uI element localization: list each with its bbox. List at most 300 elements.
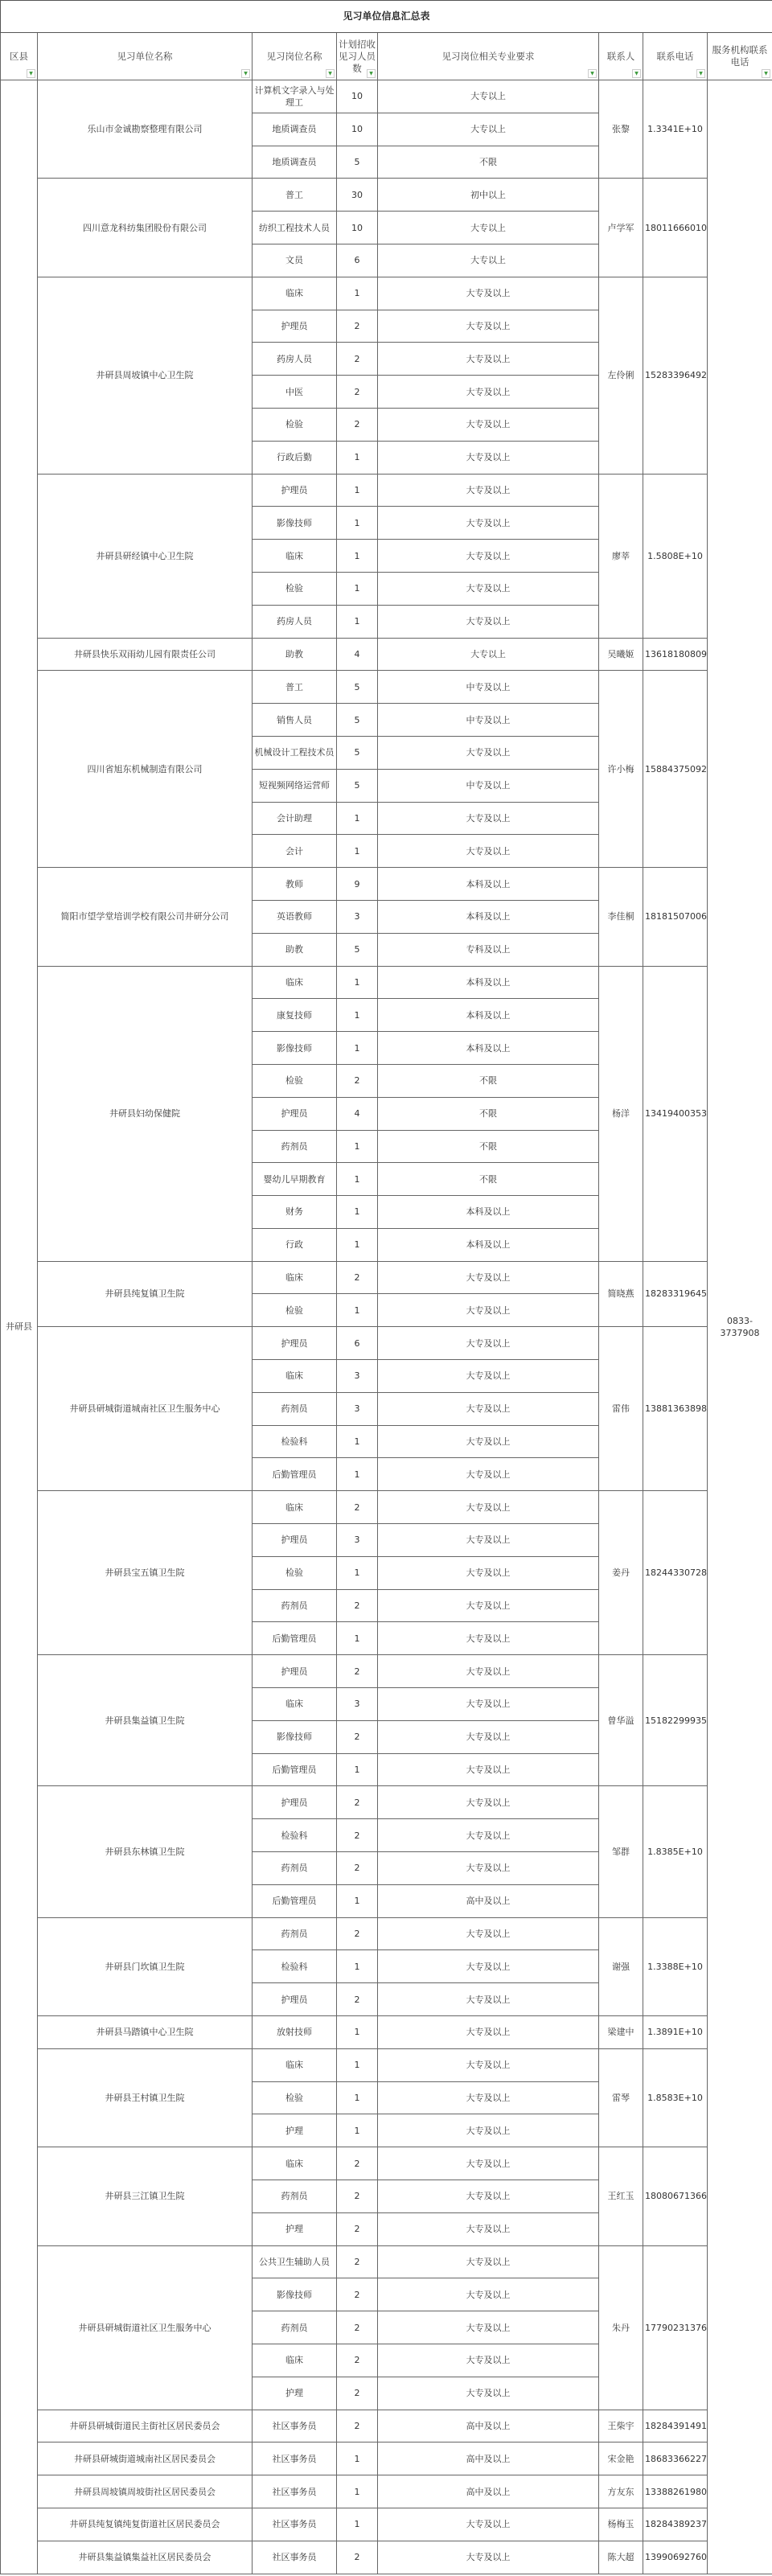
district-cell: 井研县 [1,80,38,2574]
headcount-cell: 1 [337,2475,378,2508]
requirement-cell: 本科及以上 [378,1228,599,1261]
contact-cell: 邹群 [599,1786,643,1917]
headcount-cell: 5 [337,146,378,179]
headcount-cell: 3 [337,1524,378,1557]
position-name-cell: 检验科 [253,1819,337,1852]
position-name-cell: 药剂员 [253,1917,337,1950]
requirement-cell: 大专及以上 [378,1983,599,2016]
position-name-cell: 行政 [253,1228,337,1261]
position-name-cell: 护理员 [253,1786,337,1819]
requirement-cell: 大专及以上 [378,507,599,540]
position-name-cell: 短视频网络运营师 [253,769,337,802]
headcount-cell: 10 [337,80,378,113]
headcount-cell: 1 [337,999,378,1032]
requirement-cell: 大专及以上 [378,2541,599,2574]
unit-name-cell: 井研县研城街道社区卫生服务中心 [38,2245,253,2410]
headcount-cell: 3 [337,1392,378,1425]
phone-cell: 1.3341E+10 [643,80,708,179]
requirement-cell: 专科及以上 [378,933,599,966]
position-name-cell: 临床 [253,1491,337,1524]
contact-cell: 卢学军 [599,179,643,277]
table-row [1,2410,772,2442]
headcount-cell: 5 [337,933,378,966]
position-name-cell: 药剂员 [253,1392,337,1425]
phone-cell: 18683366227 [643,2442,708,2475]
position-name-cell: 临床 [253,277,337,310]
headcount-cell: 2 [337,2344,378,2377]
filter-dropdown-icon[interactable]: ▼ [588,69,597,78]
requirement-cell: 大专及以上 [378,572,599,605]
position-name-cell: 检验科 [253,1950,337,1983]
headcount-cell: 1 [337,1950,378,1983]
requirement-cell: 大专及以上 [378,1458,599,1491]
filter-dropdown-icon[interactable]: ▼ [367,69,376,78]
position-name-cell: 后勤管理员 [253,1884,337,1917]
phone-cell: 18284391491 [643,2410,708,2442]
position-name-cell: 临床 [253,1360,337,1393]
column-header-requirement [378,33,599,80]
unit-name-cell: 井研县研城街道民主街社区居民委员会 [38,2410,253,2442]
headcount-cell: 1 [337,2442,378,2475]
filter-dropdown-icon[interactable]: ▼ [696,69,705,78]
headcount-cell: 2 [337,1720,378,1753]
requirement-cell: 大专及以上 [378,1917,599,1950]
headcount-cell: 1 [337,1622,378,1655]
headcount-cell: 1 [337,2508,378,2541]
column-header-label: 见习单位名称 [117,50,173,62]
contact-cell: 张黎 [599,80,643,179]
requirement-cell: 大专及以上 [378,2344,599,2377]
phone-cell: 1.3388E+10 [643,1917,708,2015]
headcount-cell: 1 [337,2016,378,2049]
column-header-label: 计划招收见习人员数 [339,38,376,74]
position-name-cell: 后勤管理员 [253,1458,337,1491]
filter-dropdown-icon[interactable]: ▼ [632,69,641,78]
unit-name-cell: 井研县研城街道城南社区卫生服务中心 [38,1327,253,1491]
table-row [1,2016,772,2049]
unit-name-cell: 井研县妇幼保健院 [38,966,253,1261]
position-name-cell: 护理 [253,2377,337,2410]
table-row [1,1786,772,1819]
contact-cell: 李佳桐 [599,868,643,966]
position-name-cell: 财务 [253,1196,337,1229]
phone-cell: 18244330728 [643,1491,708,1655]
position-name-cell: 普工 [253,179,337,212]
requirement-cell: 大专以上 [378,80,599,113]
phone-cell: 13419400353 [643,966,708,1261]
column-header-service-phone [708,33,772,80]
unit-name-cell: 井研县马踏镇中心卫生院 [38,2016,253,2049]
headcount-cell: 1 [337,2081,378,2114]
headcount-cell: 2 [337,2212,378,2245]
requirement-cell: 大专及以上 [378,802,599,835]
position-name-cell: 药剂员 [253,2180,337,2213]
phone-cell: 1.3891E+10 [643,2016,708,2049]
column-header-label: 服务机构联系电话 [712,44,768,68]
filter-dropdown-icon[interactable]: ▼ [241,69,250,78]
requirement-cell: 大专及以上 [378,1950,599,1983]
table-row [1,1917,772,1950]
headcount-cell: 1 [337,835,378,868]
position-name-cell: 中医 [253,376,337,409]
position-name-cell: 机械设计工程技术员 [253,736,337,769]
phone-cell: 13881363898 [643,1327,708,1491]
requirement-cell: 大专及以上 [378,2180,599,2213]
position-name-cell: 后勤管理员 [253,1753,337,1786]
position-name-cell: 护理员 [253,1655,337,1688]
contact-cell: 王红玉 [599,2147,643,2245]
contact-cell: 雷琴 [599,2048,643,2147]
requirement-cell: 大专及以上 [378,408,599,441]
requirement-cell: 大专及以上 [378,441,599,474]
position-name-cell: 临床 [253,540,337,573]
headcount-cell: 1 [337,605,378,638]
table-row [1,277,772,310]
unit-name-cell: 井研县纯复镇卫生院 [38,1261,253,1327]
headcount-cell: 1 [337,1032,378,1065]
headcount-cell: 2 [337,1491,378,1524]
column-header-contact [599,33,643,80]
requirement-cell: 高中及以上 [378,2442,599,2475]
headcount-cell: 1 [337,540,378,573]
requirement-cell: 本科及以上 [378,999,599,1032]
phone-cell: 15283396492 [643,277,708,474]
headcount-cell: 5 [337,704,378,737]
requirement-cell: 大专及以上 [378,1425,599,1458]
column-header-unit-name [38,33,253,80]
position-name-cell: 影像技师 [253,507,337,540]
headcount-cell: 1 [337,2048,378,2081]
headcount-cell: 1 [337,1228,378,1261]
position-name-cell: 社区事务员 [253,2541,337,2574]
requirement-cell: 不限 [378,1130,599,1163]
requirement-cell: 大专及以上 [378,277,599,310]
headcount-cell: 2 [337,2147,378,2180]
headcount-cell: 2 [337,408,378,441]
column-header-label: 联系人 [606,50,635,62]
table-row [1,1655,772,1688]
headcount-cell: 10 [337,212,378,244]
requirement-cell: 大专及以上 [378,1720,599,1753]
contact-cell: 朱丹 [599,2245,643,2410]
contact-cell: 许小梅 [599,671,643,868]
requirement-cell: 大专及以上 [378,2278,599,2311]
requirement-cell: 大专及以上 [378,1655,599,1688]
headcount-cell: 2 [337,1852,378,1885]
position-name-cell: 会计 [253,835,337,868]
requirement-cell: 大专及以上 [378,1360,599,1393]
unit-name-cell: 井研县王村镇卫生院 [38,2048,253,2147]
headcount-cell: 6 [337,244,378,277]
headcount-cell: 1 [337,572,378,605]
requirement-cell: 大专及以上 [378,310,599,343]
column-header-phone [643,33,708,80]
requirement-cell: 中专及以上 [378,704,599,737]
requirement-cell: 大专及以上 [378,2081,599,2114]
table-row [1,2508,772,2541]
phone-cell: 1.8385E+10 [643,1786,708,1917]
contact-cell: 王柴宇 [599,2410,643,2442]
headcount-cell: 2 [337,2180,378,2213]
phone-cell: 18181507006 [643,868,708,966]
position-name-cell: 临床 [253,1688,337,1721]
position-name-cell: 临床 [253,2048,337,2081]
position-name-cell: 社区事务员 [253,2475,337,2508]
headcount-cell: 2 [337,1819,378,1852]
unit-name-cell: 井研县宝五镇卫生院 [38,1491,253,1655]
headcount-cell: 1 [337,1130,378,1163]
position-name-cell: 护理员 [253,1097,337,1130]
headcount-cell: 2 [337,2278,378,2311]
headcount-cell: 10 [337,113,378,146]
requirement-cell: 中专及以上 [378,769,599,802]
headcount-cell: 1 [337,1294,378,1327]
headcount-cell: 2 [337,1589,378,1622]
requirement-cell: 中专及以上 [378,671,599,704]
phone-cell: 15884375092 [643,671,708,868]
headcount-cell: 2 [337,1983,378,2016]
filter-dropdown-icon[interactable]: ▼ [762,69,770,78]
requirement-cell: 大专及以上 [378,2377,599,2410]
position-name-cell: 临床 [253,2147,337,2180]
position-name-cell: 药剂员 [253,1589,337,1622]
position-name-cell: 护理员 [253,1983,337,2016]
headcount-cell: 1 [337,1884,378,1917]
unit-name-cell: 简阳市望学堂培训学校有限公司井研分公司 [38,868,253,966]
contact-cell: 陈大超 [599,2541,643,2574]
position-name-cell: 临床 [253,2344,337,2377]
headcount-cell: 5 [337,671,378,704]
headcount-cell: 2 [337,1786,378,1819]
position-name-cell: 检验 [253,572,337,605]
requirement-cell: 大专以上 [378,638,599,671]
position-name-cell: 地质调查员 [253,146,337,179]
headcount-cell: 1 [337,507,378,540]
requirement-cell: 大专及以上 [378,1688,599,1721]
contact-cell: 简晓燕 [599,1261,643,1327]
unit-name-cell: 乐山市金诚勘察整理有限公司 [38,80,253,179]
headcount-cell: 2 [337,2245,378,2278]
requirement-cell: 不限 [378,1163,599,1196]
headcount-cell: 5 [337,736,378,769]
headcount-cell: 1 [337,474,378,507]
table-row [1,179,772,212]
requirement-cell: 大专及以上 [378,1392,599,1425]
position-name-cell: 销售人员 [253,704,337,737]
requirement-cell: 大专及以上 [378,1524,599,1557]
headcount-cell: 2 [337,2311,378,2344]
phone-cell: 18284389237 [643,2508,708,2541]
column-header-label: 见习岗位名称 [266,50,322,62]
headcount-cell: 1 [337,1753,378,1786]
unit-name-cell: 井研县周坡镇中心卫生院 [38,277,253,474]
position-name-cell: 地质调查员 [253,113,337,146]
headcount-cell: 3 [337,1688,378,1721]
requirement-cell: 大专及以上 [378,1819,599,1852]
headcount-cell: 2 [337,1064,378,1097]
position-name-cell: 护理员 [253,474,337,507]
headcount-cell: 3 [337,900,378,933]
header-row [1,33,772,80]
requirement-cell: 大专以上 [378,212,599,244]
position-name-cell: 社区事务员 [253,2508,337,2541]
unit-name-cell: 井研县集益镇卫生院 [38,1655,253,1786]
requirement-cell: 大专及以上 [378,474,599,507]
requirement-cell: 大专及以上 [378,1753,599,1786]
position-name-cell: 检验 [253,2081,337,2114]
headcount-cell: 2 [337,2377,378,2410]
requirement-cell: 大专及以上 [378,2212,599,2245]
position-name-cell: 文员 [253,244,337,277]
requirement-cell: 大专及以上 [378,605,599,638]
unit-name-cell: 井研县快乐双雨幼儿园有限责任公司 [38,638,253,671]
contact-cell: 杨梅玉 [599,2508,643,2541]
column-header-district [1,33,38,80]
headcount-cell: 2 [337,2541,378,2574]
position-name-cell: 教师 [253,868,337,901]
position-name-cell: 影像技师 [253,1720,337,1753]
position-name-cell: 检验 [253,1294,337,1327]
headcount-cell: 3 [337,1360,378,1393]
headcount-cell: 2 [337,2410,378,2442]
requirement-cell: 高中及以上 [378,1884,599,1917]
phone-cell: 13618180809 [643,638,708,671]
requirement-cell: 大专以上 [378,244,599,277]
requirement-cell: 大专及以上 [378,736,599,769]
filter-dropdown-icon[interactable]: ▼ [326,69,335,78]
contact-cell: 梁建中 [599,2016,643,2049]
position-name-cell: 社区事务员 [253,2442,337,2475]
position-name-cell: 护理 [253,2114,337,2147]
table-row [1,868,772,901]
headcount-cell: 1 [337,2114,378,2147]
contact-cell: 吴曦姬 [599,638,643,671]
position-name-cell: 药剂员 [253,1852,337,1885]
phone-cell: 1.5808E+10 [643,474,708,638]
requirement-cell: 大专及以上 [378,1261,599,1294]
position-name-cell: 助教 [253,933,337,966]
table-row [1,638,772,671]
phone-cell: 15182299935 [643,1655,708,1786]
requirement-cell: 大专以上 [378,113,599,146]
position-name-cell: 药房人员 [253,343,337,376]
requirement-cell: 大专及以上 [378,343,599,376]
position-name-cell: 检验科 [253,1425,337,1458]
position-name-cell: 计算机文字录入与处理工 [253,80,337,113]
position-name-cell: 护理员 [253,310,337,343]
table-row [1,2147,772,2180]
position-name-cell: 检验 [253,1556,337,1589]
requirement-cell: 大专及以上 [378,2147,599,2180]
requirement-cell: 大专及以上 [378,376,599,409]
position-name-cell: 放射技师 [253,2016,337,2049]
contact-cell: 左伶俐 [599,277,643,474]
contact-cell: 杨洋 [599,966,643,1261]
table-row [1,474,772,507]
position-name-cell: 后勤管理员 [253,1622,337,1655]
requirement-cell: 大专及以上 [378,1327,599,1360]
requirement-cell: 大专及以上 [378,2508,599,2541]
headcount-cell: 1 [337,1556,378,1589]
headcount-cell: 9 [337,868,378,901]
position-name-cell: 普工 [253,671,337,704]
contact-cell: 谢强 [599,1917,643,2015]
contact-cell: 姜丹 [599,1491,643,1655]
headcount-cell: 1 [337,1425,378,1458]
requirement-cell: 本科及以上 [378,868,599,901]
requirement-cell: 本科及以上 [378,900,599,933]
requirement-cell: 不限 [378,146,599,179]
unit-name-cell: 井研县研经镇中心卫生院 [38,474,253,638]
requirement-cell: 高中及以上 [378,2475,599,2508]
requirement-cell: 大专及以上 [378,2311,599,2344]
column-header-label: 区县 [10,50,28,62]
phone-cell: 1.8583E+10 [643,2048,708,2147]
unit-name-cell: 井研县周坡镇周坡街社区居民委员会 [38,2475,253,2508]
requirement-cell: 大专及以上 [378,1294,599,1327]
requirement-cell: 不限 [378,1097,599,1130]
requirement-cell: 本科及以上 [378,1196,599,1229]
headcount-cell: 1 [337,277,378,310]
requirement-cell: 大专及以上 [378,540,599,573]
phone-cell: 13990692760 [643,2541,708,2574]
requirement-cell: 大专及以上 [378,2016,599,2049]
unit-name-cell: 井研县三江镇卫生院 [38,2147,253,2245]
position-name-cell: 康复技师 [253,999,337,1032]
headcount-cell: 1 [337,966,378,999]
position-name-cell: 临床 [253,966,337,999]
table-row [1,80,772,113]
unit-name-cell: 四川省旭东机械制造有限公司 [38,671,253,868]
column-header-label: 联系电话 [656,50,694,62]
position-name-cell: 会计助理 [253,802,337,835]
phone-cell: 18080671366 [643,2147,708,2245]
position-name-cell: 药剂员 [253,1130,337,1163]
table-row [1,2048,772,2081]
column-header-position-name [253,33,337,80]
position-name-cell: 检验 [253,1064,337,1097]
filter-dropdown-icon[interactable]: ▼ [27,69,35,78]
position-name-cell: 助教 [253,638,337,671]
table-row [1,1261,772,1294]
contact-cell: 雷伟 [599,1327,643,1491]
requirement-cell: 大专及以上 [378,2245,599,2278]
requirement-cell: 本科及以上 [378,966,599,999]
headcount-cell: 2 [337,1917,378,1950]
position-name-cell: 药房人员 [253,605,337,638]
requirement-cell: 大专及以上 [378,2114,599,2147]
position-name-cell: 护理员 [253,1524,337,1557]
requirement-cell: 大专及以上 [378,835,599,868]
position-name-cell: 行政后勤 [253,441,337,474]
requirement-cell: 本科及以上 [378,1032,599,1065]
requirement-cell: 大专及以上 [378,1786,599,1819]
phone-cell: 17790231376 [643,2245,708,2410]
position-name-cell: 临床 [253,1261,337,1294]
headcount-cell: 2 [337,310,378,343]
unit-name-cell: 井研县集益镇集益社区居民委员会 [38,2541,253,2574]
headcount-cell: 2 [337,343,378,376]
table-row [1,671,772,704]
requirement-cell: 大专及以上 [378,2048,599,2081]
position-name-cell: 公共卫生辅助人员 [253,2245,337,2278]
service-phone-cell: 0833-3737908 [708,80,772,2574]
requirement-cell: 不限 [378,1064,599,1097]
headcount-cell: 2 [337,376,378,409]
unit-name-cell: 井研县研城街道城南社区居民委员会 [38,2442,253,2475]
requirement-cell: 大专及以上 [378,1556,599,1589]
position-name-cell: 社区事务员 [253,2410,337,2442]
